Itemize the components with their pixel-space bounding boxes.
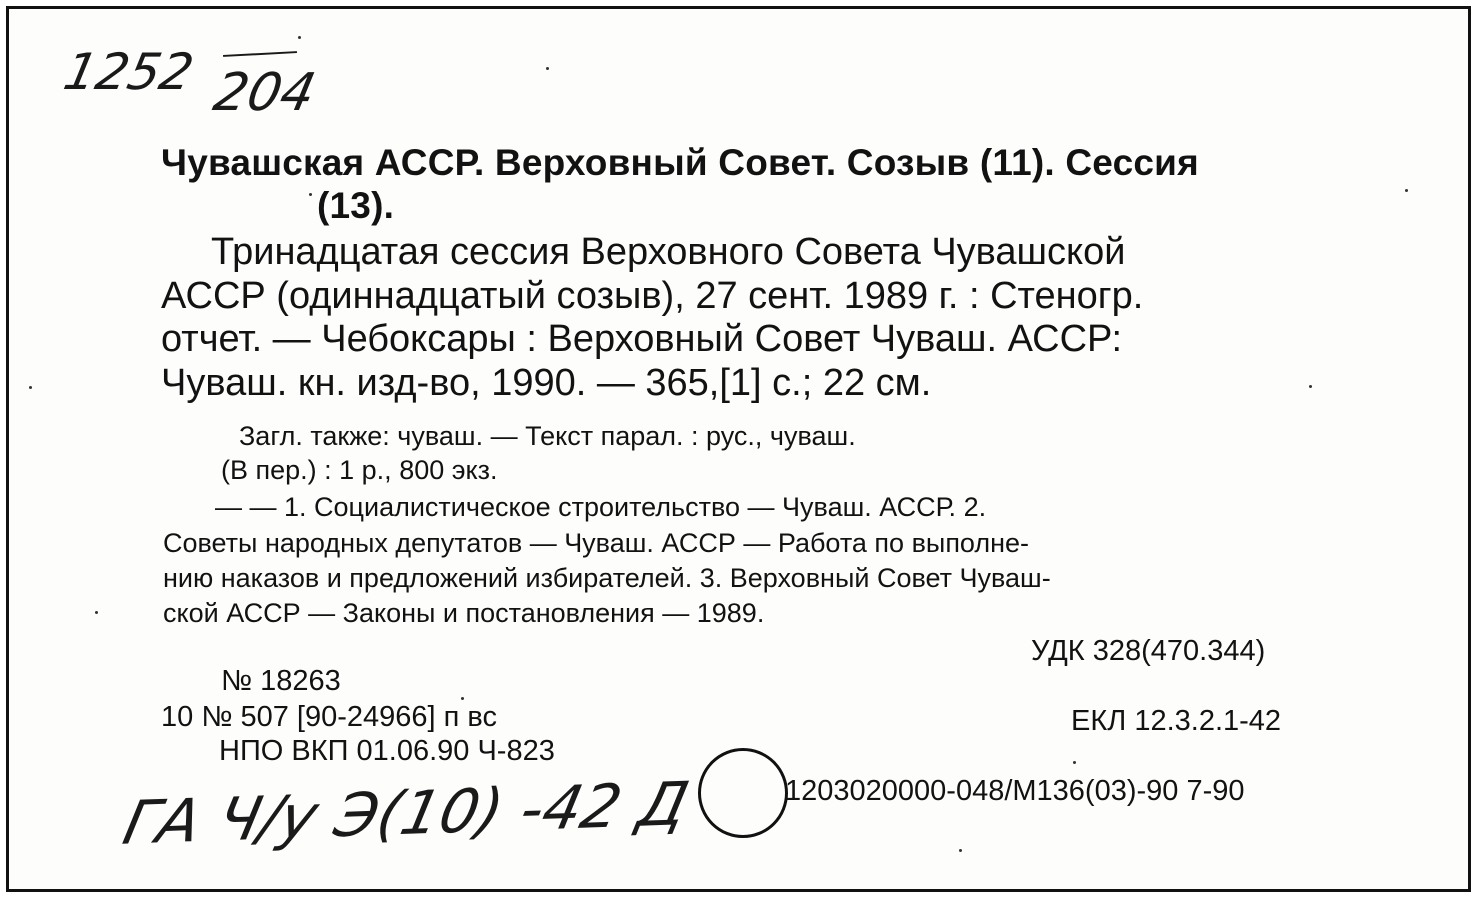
subject-line: — — 1. Социалистическое строительство — Чуваш. АССР. 2.: [215, 492, 987, 522]
subject-line: Советы народных депутатов — Чуваш. АССР — Работа по выполне-: [163, 528, 1030, 558]
description-line: отчет. — Чебоксары : Верховный Совет Чуваш. АССР:: [161, 318, 1123, 360]
description-line: Чуваш. кн. изд-во, 1990. — 365,[1] с.; 22 см.: [161, 362, 932, 404]
speck: [959, 849, 962, 852]
speck: [1309, 385, 1312, 388]
note-line: (В пер.) : 1 р., 800 экз.: [221, 455, 498, 485]
npo-code: НПО ВКП 01.06.90 Ч-823: [219, 735, 555, 767]
card-heading-line1: Чувашская АССР. Верховный Совет. Созыв (11). Сессия: [161, 142, 1199, 183]
subject-line: ской АССР — Законы и постановления — 1989.: [163, 598, 765, 628]
catalog-card: [6, 6, 1471, 892]
order-code: 10 № 507 [90-24966] п вс: [161, 701, 497, 733]
description-line: Тринадцатая сессия Верховного Совета Чувашской: [211, 231, 1126, 273]
ekl-code: ЕКЛ 12.3.2.1-42: [1071, 705, 1282, 737]
record-number: № 18263: [221, 665, 341, 697]
speck: [1405, 189, 1408, 192]
subject-line: нию наказов и предложений избирателей. 3. Верховный Совет Чуваш-: [163, 563, 1051, 593]
copyright-circle: [698, 748, 788, 838]
card-heading-line2: (13).: [317, 185, 395, 226]
note-line: Загл. также: чуваш. — Текст парал. : рус., чуваш.: [239, 421, 856, 451]
index-code: 1203020000-048/М136(03)-90 7-90: [785, 775, 1245, 807]
handwritten-fraction: 204: [208, 63, 321, 123]
description-line: АССР (одиннадцатый созыв), 27 сент. 1989 г. : Стеногр.: [161, 275, 1144, 317]
speck: [461, 697, 464, 700]
speck: [1073, 761, 1076, 764]
udk-code: УДК 328(470.344): [1031, 635, 1266, 667]
handwritten-number: 1252: [58, 43, 199, 101]
handwritten-shelf-code: ГА Ч/у Э(10) -42 Д: [117, 769, 695, 859]
speck: [546, 67, 549, 70]
handwritten-fraction-bar: [223, 51, 297, 57]
speck: [29, 386, 32, 389]
speck: [309, 193, 312, 196]
speck: [298, 36, 301, 39]
speck: [95, 611, 98, 614]
